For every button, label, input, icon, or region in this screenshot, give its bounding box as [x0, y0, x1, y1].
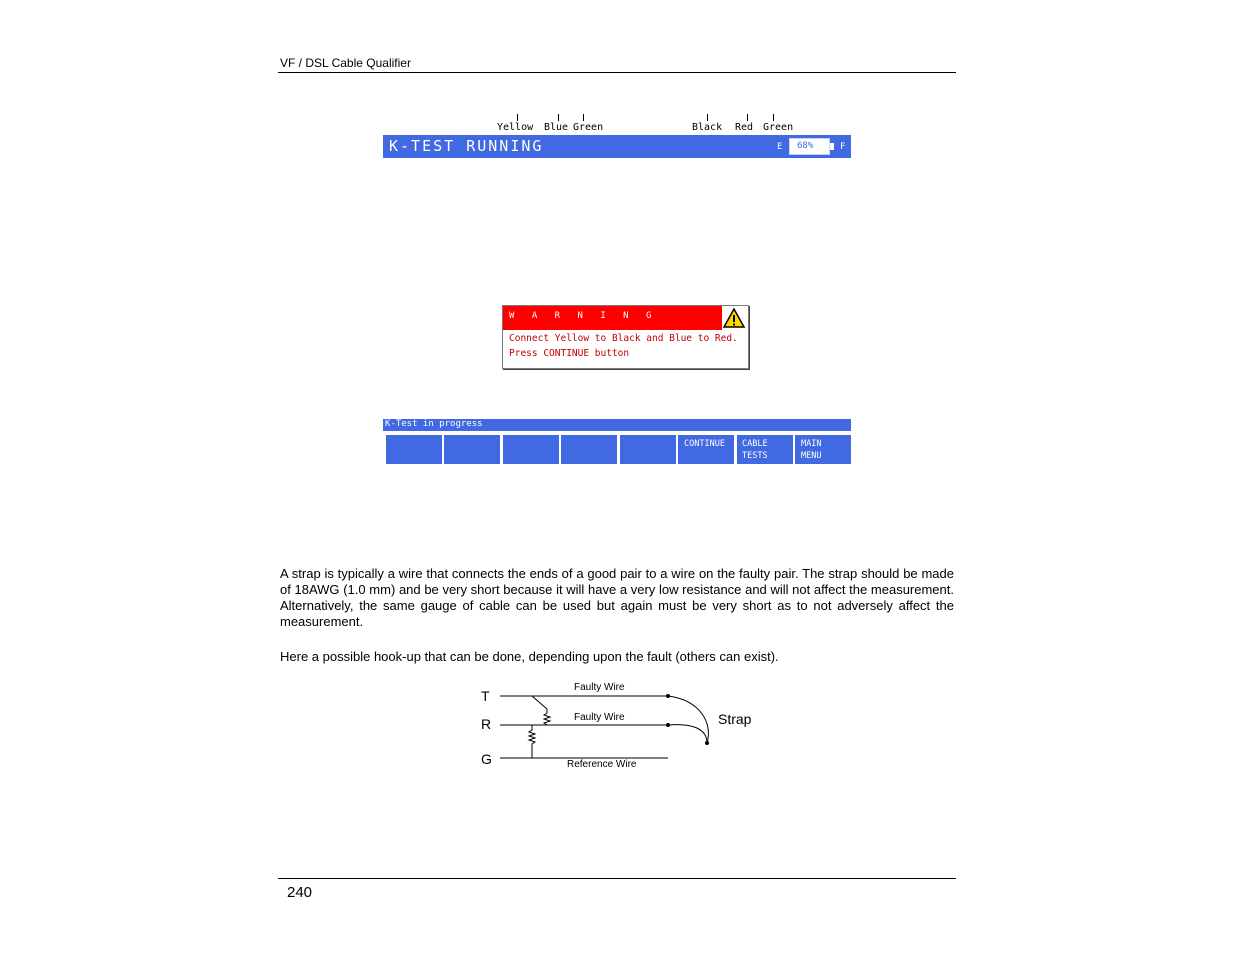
wire-letter-t: T: [481, 688, 490, 704]
warning-instruction: Press CONTINUE button: [509, 348, 630, 359]
tip-end-dot: [666, 694, 670, 698]
warning-triangle-icon: [722, 306, 746, 330]
header-rule: [278, 72, 956, 73]
fault-resistor-t: [532, 696, 550, 725]
strap-end-dot: [705, 741, 709, 745]
cable-tests-label: CABLE TESTS: [742, 439, 768, 461]
wire-caption-r: Faulty Wire: [574, 712, 625, 723]
body-paragraph-hookup: Here a possible hook-up that can be done, depending upon the fault (others can exist).: [280, 649, 779, 664]
status-text: K-TEST RUNNING: [389, 137, 544, 155]
softkey-5[interactable]: [620, 435, 676, 464]
battery-level: 68%: [797, 141, 814, 151]
main-menu-label: MAIN MENU: [801, 439, 822, 461]
battery-empty-label: E: [777, 142, 783, 152]
warning-message: Connect Yellow to Black and Blue to Red.: [509, 333, 738, 344]
strap-wire: [668, 696, 708, 743]
warning-title: W A R N I N G: [509, 311, 658, 321]
lead-label-red: Red: [735, 122, 754, 133]
page-number: 240: [287, 884, 313, 901]
wire-caption-g: Reference Wire: [567, 759, 637, 770]
continue-label: CONTINUE: [684, 439, 725, 449]
battery-full-label: F: [840, 142, 846, 152]
softkey-2[interactable]: [444, 435, 500, 464]
footer-rule: [278, 878, 956, 879]
progress-text: K-Test in progress: [385, 419, 483, 429]
body-paragraph: A strap is typically a wire that connects the ends of a good pair to a wire on the faulty pair. The strap should be made of 18AWG (1.0 mm) and be very short because it will have a very low resistance and will not affect the measurement. Alternatively, the same gauge of cable can be used but again must be very short as to not adversely affect the measurement.: [280, 566, 954, 629]
softkey-1[interactable]: [386, 435, 442, 464]
lead-label-green: Green: [573, 122, 604, 133]
ring-end-dot: [666, 723, 670, 727]
strap-label: Strap: [718, 711, 752, 727]
wire-letter-r: R: [481, 716, 492, 732]
lead-label-yellow: Yellow: [497, 122, 534, 133]
hookup-diagram: [495, 685, 720, 765]
lead-label-blue: Blue: [544, 122, 569, 133]
fault-resistor-r: [529, 725, 535, 758]
wire-caption-t: Faulty Wire: [574, 682, 625, 693]
lead-tick: [747, 114, 748, 121]
lead-tick: [707, 114, 708, 121]
lead-tick: [558, 114, 559, 121]
wire-letter-g: G: [481, 751, 492, 767]
running-header: VF / DSL Cable Qualifier: [280, 56, 411, 70]
battery-tip: [830, 143, 834, 150]
lead-label-black: Black: [692, 122, 723, 133]
softkey-4[interactable]: [561, 435, 617, 464]
lead-label-green-2: Green: [763, 122, 794, 133]
strap-wire-return: [668, 725, 707, 743]
lead-tick: [517, 114, 518, 121]
lead-tick: [583, 114, 584, 121]
lead-tick: [773, 114, 774, 121]
softkey-3[interactable]: [503, 435, 559, 464]
